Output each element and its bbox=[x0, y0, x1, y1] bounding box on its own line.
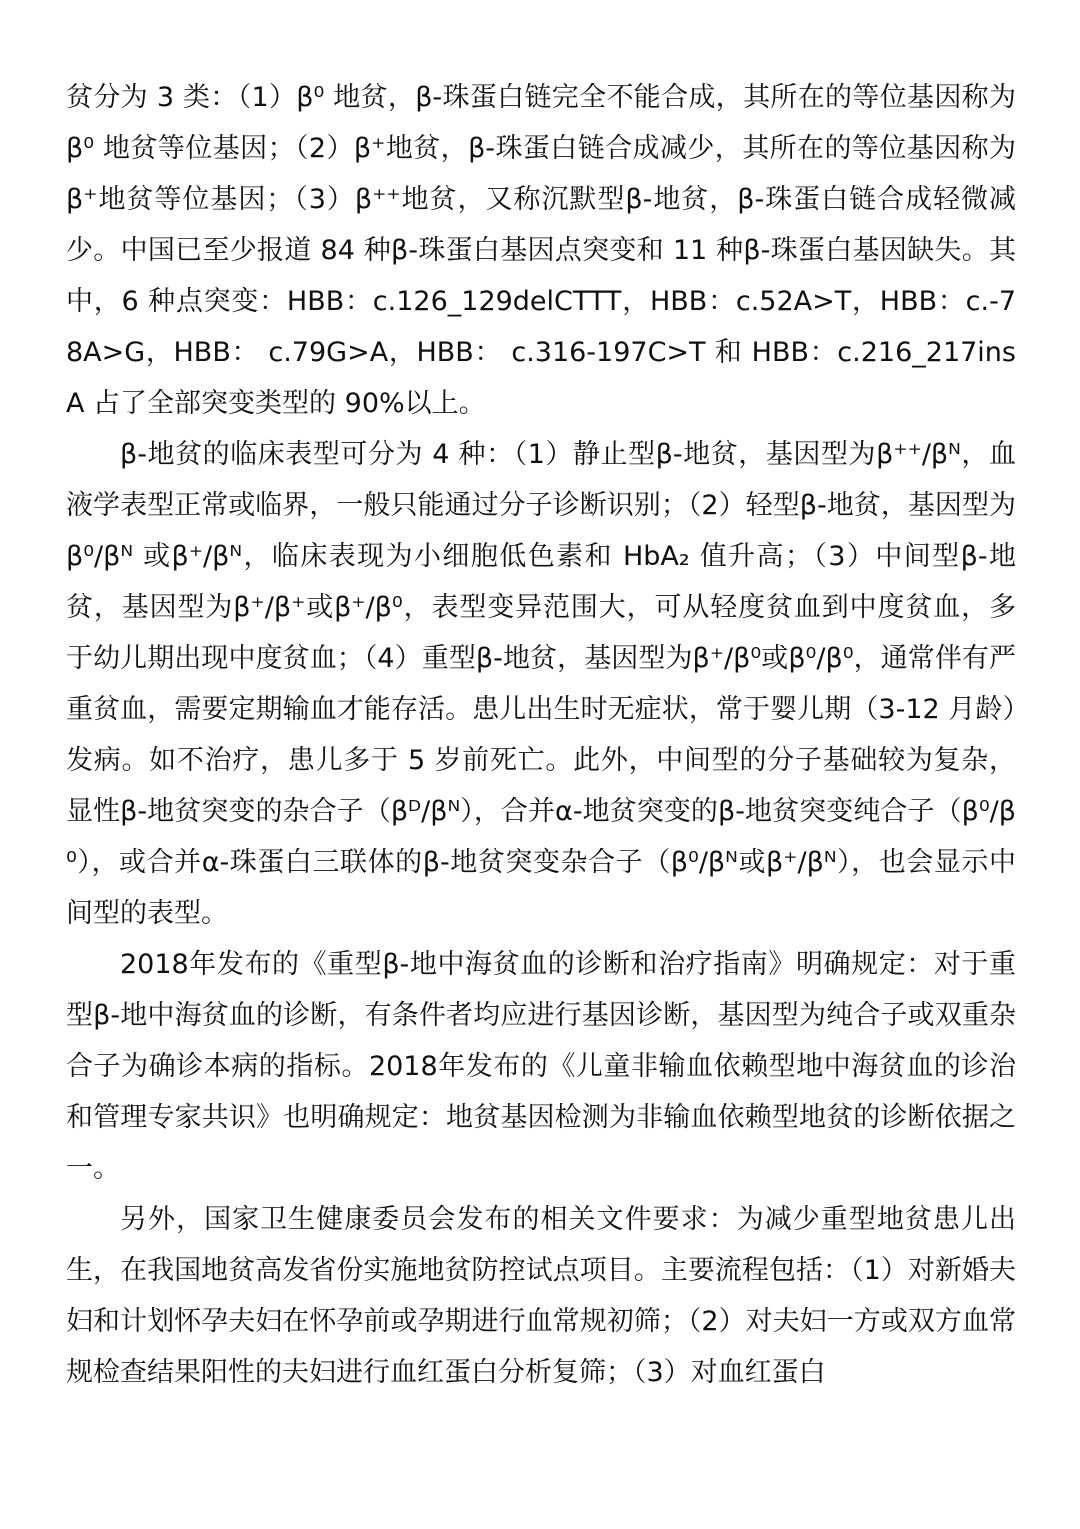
paragraph-clinical-phenotypes: β-地贫的临床表型可分为 4 种：（1）静止型β-地贫，基因型为β⁺⁺/βᴺ，血液学表型正常或临界，一般只能通过分子诊断识别；（2）轻型β-地贫，基因型为β⁰/βᴺ 或β⁺/βᴺ，临床表现为小细胞低色素和 HbA₂ 值升高；（3）中间型β-地贫，基因型为β⁺/β⁺或β⁺/β⁰，表型变异范围大，可从轻度贫血到中度贫血，多于幼儿期出现中度贫血；（4）重型β-地贫，基因型为β⁺/β⁰或β⁰/β⁰，通常伴有严重贫血，需要定期输血才能存活。患儿出生时无症状，常于婴儿期（3-12 月龄）发病。如不治疗，患儿多于 5 岁前死亡。此外，中间型的分子基础较为复杂，显性β-地贫突变的杂合子（βᴰ/βᴺ），合并α-地贫突变的β-地贫突变纯合子（β⁰/β⁰），或合并α-珠蛋白三联体的β-地贫突变杂合子（β⁰/βᴺ或β⁺/βᴺ），也会显示中间型的表型。 bbox=[66, 439, 1016, 929]
paragraph-2018-guidelines: 2018年发布的《重型β-地中海贫血的诊断和治疗指南》明确规定：对于重型β-地中海贫血的诊断，有条件者均应进行基因诊断，基因型为纯合子或双重杂合子为确诊本病的指标。2018年发布的《儿童非输血依赖型地中海贫血的诊治和管理专家共识》也明确规定：地贫基因检测为非输血依赖型地贫的诊断依据之一。 bbox=[66, 949, 1016, 1184]
paragraph-prevention-program: 另外，国家卫生健康委员会发布的相关文件要求：为减少重型地贫患儿出生，在我国地贫高发省份实施地贫防控试点项目。主要流程包括：（1）对新婚夫妇和计划怀孕夫妇在怀孕前或孕期进行血常规初筛；（2）对夫妇一方或双方血常规检查结果阳性的夫妇进行血红蛋白分析复筛；（3）对血红蛋白 bbox=[66, 1204, 1016, 1388]
paragraph-beta-thalassemia-classification: 贫分为 3 类：（1）β⁰ 地贫，β-珠蛋白链完全不能合成，其所在的等位基因称为β⁰ 地贫等位基因；（2）β⁺地贫，β-珠蛋白链合成减少，其所在的等位基因称为β⁺地贫等位基因；（3）β⁺⁺地贫，又称沉默型β-地贫，β-珠蛋白链合成轻微减少。中国已至少报道 84 种β-珠蛋白基因点突变和 11 种β-珠蛋白基因缺失。其中，6 种点突变：HBB：c.126_129delCTTT，HBB：c.52A>T，HBB：c.-78A>G，HBB： c.79G>A，HBB： c.316-197C>T 和 HBB：c.216_217insA 占了全部突变类型的 90%以上。 bbox=[66, 82, 1016, 419]
